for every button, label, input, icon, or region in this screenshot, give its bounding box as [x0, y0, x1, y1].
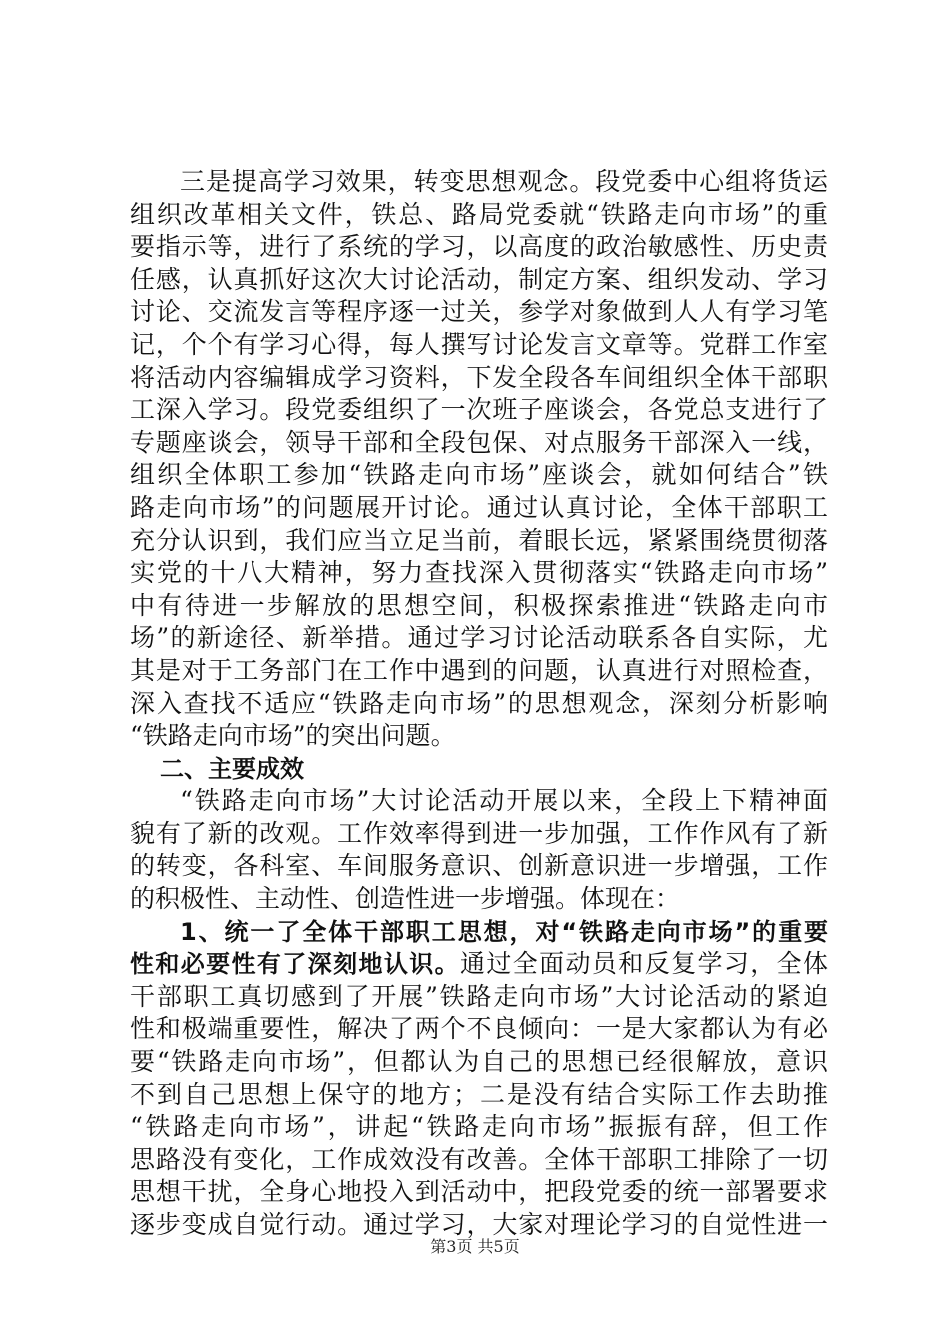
text-line: 思想干扰，全身心地投入到活动中，把段党委的统一部署要求: [130, 1177, 828, 1207]
text-line: 要“铁路走向市场”，但都认为自己的思想已经很解放，意识: [130, 1047, 828, 1077]
paragraph-unified-thinking: [130, 916, 828, 1242]
text-line: 记，个个有学习心得，每人撰写讨论发言文章等。党群工作室: [130, 329, 828, 359]
text-line: 中有待进一步解放的思想空间，积极探索推进“铁路走向市: [130, 590, 828, 620]
paragraph-overview: [130, 785, 828, 915]
text-line: “铁路走向市场”大讨论活动开展以来，全段上下精神面: [180, 786, 828, 816]
document-body: [130, 166, 828, 1242]
page-footer: 第3页 共5页: [430, 1237, 520, 1256]
text-line: 其是对于工务部门在工作中遇到的问题，认真进行对照检查，: [130, 655, 828, 685]
text-line: 不到自己思想上保守的地方；二是没有结合实际工作去助推: [130, 1079, 828, 1109]
text-line: 将活动内容编辑成学习资料，下发全段各车间组织全体干部职: [130, 362, 828, 392]
text-line: 深入查找不适应“铁路走向市场”的思想观念，深刻分析影响: [130, 688, 828, 718]
text-line: 组织改革相关文件，铁总、路局党委就“铁路走向市场”的重: [130, 199, 828, 229]
text-line: 专题座谈会，领导干部和全段包保、对点服务干部深入一线，: [130, 427, 828, 457]
text-line: 要指示等，进行了系统的学习，以高度的政治敏感性、历史责: [130, 232, 828, 262]
text-line: 组织全体职工参加“铁路走向市场”座谈会，就如何结合”铁: [130, 460, 828, 490]
text-line: 场”的新途径、新举措。通过学习讨论活动联系各自实际，尤: [130, 623, 828, 653]
text-line: 的转变，各科室、车间服务意识、创新意识进一步增强，工作: [130, 851, 828, 881]
text-line: 工深入学习。段党委组织了一次班子座谈会，各党总支进行了: [130, 395, 828, 425]
bold-lead-text: 性和必要性有了深刻地认识。: [130, 950, 460, 979]
text-line: 路走向市场”的问题展开讨论。通过认真讨论，全体干部职工: [130, 492, 828, 522]
text-line: [130, 948, 828, 981]
text-line: 的积极性、主动性、创造性进一步增强。体现在：: [130, 884, 681, 914]
text-line: 三是提高学习效果，转变思想观念。段党委中心组将货运: [180, 167, 828, 196]
bold-lead-line: 1、统一了全体干部职工思想，对“铁路走向市场”的重要: [180, 917, 828, 946]
text-line: “铁路走向市场”，讲起“铁路走向市场”振振有辞，但工作: [130, 1112, 828, 1142]
text-line: 讨论、交流发言等程序逐一过关，参学对象做到人人有学习笔: [130, 297, 828, 327]
paragraph-study-effect: [130, 166, 828, 753]
text-line: 充分认识到，我们应当立足当前，着眼长远，紧紧围绕贯彻落: [130, 525, 828, 555]
text-line: 思路没有变化，工作成效没有改善。全体干部职工排除了一切: [130, 1144, 828, 1174]
text-line: 实党的十八大精神，努力查找深入贯彻落实“铁路走向市场”: [130, 558, 828, 588]
text-line: 干部职工真切感到了开展”铁路走向市场”大讨论活动的紧迫: [130, 981, 828, 1011]
text-line: 性和极端重要性，解决了两个不良倾向：一是大家都认为有必: [130, 1014, 828, 1044]
text-line: “铁路走向市场”的突出问题。: [130, 721, 456, 751]
text-line: 逐步变成自觉行动。通过学习，大家对理论学习的自觉性进一: [130, 1210, 828, 1239]
text-line: 貌有了新的改观。工作效率得到进一步加强，工作作风有了新: [130, 818, 828, 848]
text-continuation: 通过全面动员和反复学习，全体: [460, 949, 828, 979]
section-heading-main-results: 二、主要成效: [160, 754, 304, 783]
text-line: 任感，认真抓好这次大讨论活动，制定方案、组织发动、学习: [130, 264, 828, 294]
